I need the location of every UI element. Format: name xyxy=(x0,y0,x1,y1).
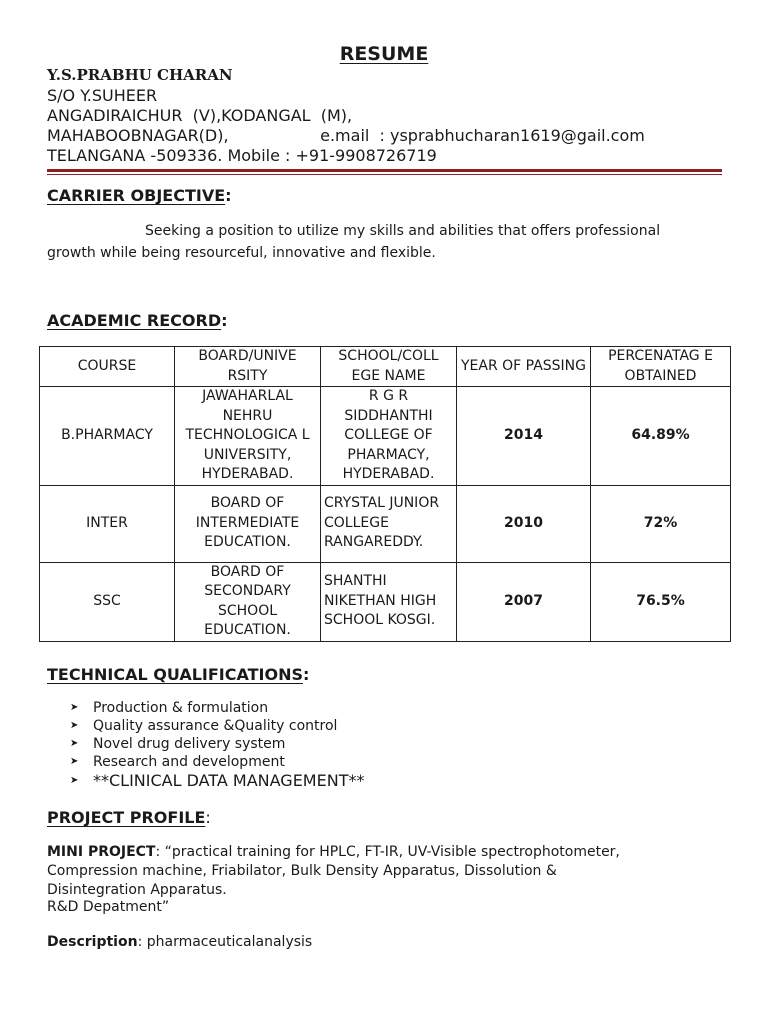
header-divider-thick xyxy=(47,169,722,172)
address-line-2: ANGADIRAICHUR (V),KODANGAL (M), xyxy=(47,106,353,125)
objective-text-line-1: Seeking a position to utilize my skills and abilities that offers professional xyxy=(145,223,661,239)
description-line xyxy=(47,933,727,952)
cell-percentage: 76.5% xyxy=(591,562,731,641)
column-header-year: YEAR OF PASSING xyxy=(457,347,591,387)
academic-record-table xyxy=(39,346,731,642)
column-header-percentage: PERCENATAG E OBTAINED xyxy=(591,347,731,387)
arrow-bullet-icon: ➤ xyxy=(70,702,79,713)
technical-heading-colon: : xyxy=(303,665,310,684)
list-item xyxy=(70,753,364,771)
cell-course: SSC xyxy=(40,562,175,641)
cell-course: INTER xyxy=(40,485,175,562)
arrow-bullet-icon: ➤ xyxy=(70,720,79,731)
column-header-course: COURSE xyxy=(40,347,175,387)
cell-school: SHANTHI NIKETHAN HIGH SCHOOL KOSGI. xyxy=(321,562,457,641)
mini-project-block xyxy=(47,843,727,917)
list-item-text: Research and development xyxy=(93,754,285,770)
technical-heading-text: TECHNICAL QUALIFICATIONS xyxy=(47,665,303,684)
description-text: : pharmaceuticalanalysis xyxy=(137,934,313,950)
cell-year: 2007 xyxy=(457,562,591,641)
project-heading-text: PROJECT PROFILE xyxy=(47,808,206,827)
cell-percentage: 72% xyxy=(591,485,731,562)
mini-project-label: MINI PROJECT xyxy=(47,844,156,860)
cell-year: 2014 xyxy=(457,387,591,486)
objective-text-line-2: growth while being resourceful, innovative and flexible. xyxy=(47,245,436,261)
mini-project-line-4: R&D Depatment” xyxy=(47,899,170,915)
address-mobile-line: TELANGANA -509336. Mobile : +91-9908726719 xyxy=(47,146,437,165)
list-item xyxy=(70,699,364,717)
objective-heading-colon: : xyxy=(225,186,232,205)
list-item-text: **CLINICAL DATA MANAGEMENT** xyxy=(93,771,365,790)
academic-heading-text: ACADEMIC RECORD xyxy=(47,311,222,330)
section-heading-objective xyxy=(47,186,232,205)
mini-project-line-2: Compression machine, Friabilator, Bulk Density Apparatus, Dissolution & xyxy=(47,863,557,879)
cell-year: 2010 xyxy=(457,485,591,562)
section-heading-project xyxy=(47,808,211,827)
section-heading-technical xyxy=(47,665,309,684)
objective-heading-text: CARRIER OBJECTIVE xyxy=(47,186,226,205)
table-header-row xyxy=(40,347,731,387)
header-divider-thin xyxy=(47,174,722,175)
resume-title: RESUME xyxy=(339,43,429,65)
mini-project-line-3: Disintegration Apparatus. xyxy=(47,882,227,898)
project-heading-colon: : xyxy=(205,808,211,827)
list-item-text: Novel drug delivery system xyxy=(93,736,286,752)
cell-percentage: 64.89% xyxy=(591,387,731,486)
column-header-school: SCHOOL/COLL EGE NAME xyxy=(321,347,457,387)
list-item xyxy=(70,717,364,735)
list-item xyxy=(70,735,364,753)
cell-school: CRYSTAL JUNIOR COLLEGE RANGAREDDY. xyxy=(321,485,457,562)
cell-board: JAWAHARLAL NEHRU TECHNOLOGICA L UNIVERSITY, HYDERABAD. xyxy=(175,387,321,486)
section-heading-academic xyxy=(47,311,228,330)
mini-project-text-1: : “practical training for HPLC, FT-IR, UV-Visible spectrophotometer, xyxy=(155,844,620,860)
cell-course: B.PHARMACY xyxy=(40,387,175,486)
mini-project-line-1 xyxy=(47,843,727,862)
table-row xyxy=(40,562,731,641)
arrow-bullet-icon: ➤ xyxy=(70,738,79,749)
academic-heading-colon: : xyxy=(221,311,228,330)
list-item-text: Quality assurance &Quality control xyxy=(93,718,338,734)
arrow-bullet-icon: ➤ xyxy=(70,775,79,786)
column-header-board: BOARD/UNIVE RSITY xyxy=(175,347,321,387)
technical-list xyxy=(70,699,364,791)
objective-paragraph xyxy=(47,220,727,264)
candidate-name: Y.S.PRABHU CHARAN xyxy=(47,66,233,84)
table-row xyxy=(40,485,731,562)
list-item xyxy=(70,771,364,791)
cell-school: R G R SIDDHANTHI COLLEGE OF PHARMACY, HYDERABAD. xyxy=(321,387,457,486)
address-email-line: MAHABOOBNAGAR(D), e.mail : ysprabhucharan1619@gail.com xyxy=(47,126,645,145)
arrow-bullet-icon: ➤ xyxy=(70,756,79,767)
table-row xyxy=(40,387,731,486)
address-line-1: S/O Y.SUHEER xyxy=(47,86,158,105)
cell-board: BOARD OF INTERMEDIATE EDUCATION. xyxy=(175,485,321,562)
cell-board: BOARD OF SECONDARY SCHOOL EDUCATION. xyxy=(175,562,321,641)
list-item-text: Production & formulation xyxy=(93,700,269,716)
description-label: Description xyxy=(47,934,138,950)
